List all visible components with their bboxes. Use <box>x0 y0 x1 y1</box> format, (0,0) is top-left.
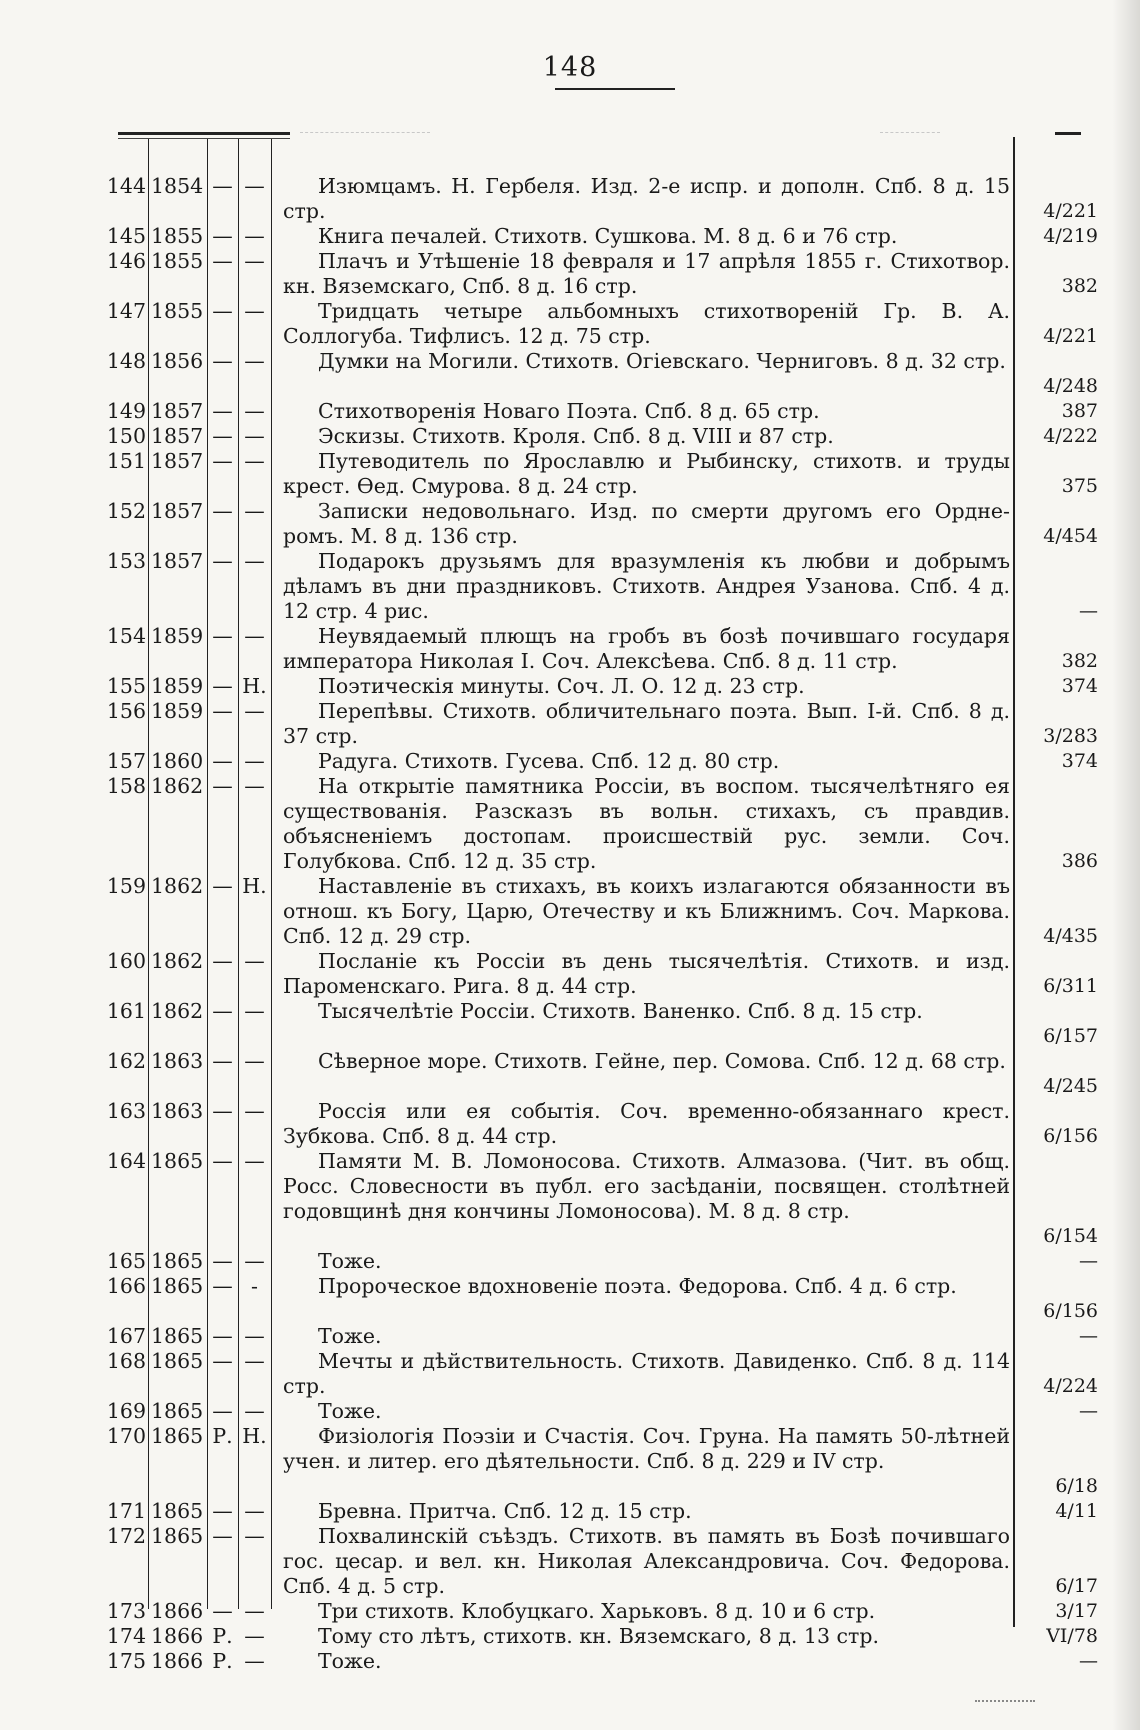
entry-mark-1: — <box>212 299 233 323</box>
entry-mark-2: - <box>251 1274 258 1298</box>
entry-text: Стихотворенія Новаго Поэта. Спб. 8 д. 65 стр. <box>318 399 820 423</box>
entry-number: 165 <box>106 1249 146 1273</box>
entry-mark-1: — <box>212 1249 233 1273</box>
entry-year: 1865 <box>151 1424 204 1448</box>
entry-text: Тому сто лѣтъ, стихотв. кн. Вяземскаго, 8 д. 13 стр. <box>318 1624 879 1648</box>
entry-number: 174 <box>106 1624 146 1648</box>
table-top-rule-faint <box>300 132 430 133</box>
entry-mark-1: — <box>212 174 233 198</box>
entry-number: 161 <box>106 999 146 1023</box>
entry-year: 1865 <box>151 1324 204 1348</box>
entry-text: Похвалинскій съѣздъ. Стихотв. въ память въ Бозѣ почившаго гос. цесар. и вел. кн. Николая Александровича. Соч. Федорова. Спб. 4 д. 5 стр. <box>283 1524 1010 1598</box>
entry-text: Тридцать четыре альбомныхъ стихотвореній Гр. В. А. Соллогуба. Тифлисъ. 12 д. 75 стр. <box>283 299 1010 348</box>
entry-reference: 6/157 <box>1043 1025 1098 1047</box>
entry-year: 1862 <box>151 874 204 898</box>
entry-year: 1857 <box>151 499 204 523</box>
entry-text: Пророческое вдохновеніе поэта. Федорова. Спб. 4 д. 6 стр. <box>318 1274 957 1298</box>
entry-mark-2: — <box>244 749 265 773</box>
entry-number: 171 <box>106 1499 146 1523</box>
entry-mark-2: Н. <box>242 874 267 898</box>
entry-reference: 374 <box>1061 750 1098 772</box>
entry-number: 168 <box>106 1349 146 1373</box>
entry-mark-2: — <box>244 249 265 273</box>
entry-mark-1: — <box>212 999 233 1023</box>
entry-reference: — <box>1079 600 1098 622</box>
table-top-rule-thin <box>118 138 290 139</box>
entry-number: 172 <box>106 1524 146 1548</box>
entry-mark-2: — <box>244 699 265 723</box>
entry-text: Тоже. <box>318 1399 382 1423</box>
entry-text: Тоже. <box>318 1324 382 1348</box>
entry-mark-2: — <box>244 449 265 473</box>
entry-reference: 4/11 <box>1055 1500 1098 1522</box>
entry-year: 1855 <box>151 224 204 248</box>
margin-tick <box>1055 132 1081 135</box>
entry-reference: 4/222 <box>1043 425 1098 447</box>
entry-year: 1857 <box>151 549 204 573</box>
entry-mark-1: — <box>212 699 233 723</box>
table-row <box>0 1424 1140 1499</box>
entry-mark-2: — <box>244 624 265 648</box>
bottom-smudge <box>975 1700 1035 1702</box>
table-row <box>0 1249 1140 1274</box>
entry-number: 156 <box>106 699 146 723</box>
entry-year: 1865 <box>151 1399 204 1423</box>
entry-year: 1866 <box>151 1624 204 1648</box>
entry-year: 1865 <box>151 1499 204 1523</box>
entry-number: 150 <box>106 424 146 448</box>
entry-text: Путеводитель по Ярославлю и Рыбинску, стихотв. и труды крест. Ѳед. Смурова. 8 д. 24 стр. <box>283 449 1010 498</box>
table-row <box>0 949 1140 999</box>
entry-number: 160 <box>106 949 146 973</box>
entry-number: 151 <box>106 449 146 473</box>
table-row <box>0 674 1140 699</box>
entry-mark-1: — <box>212 399 233 423</box>
entry-mark-1: — <box>212 499 233 523</box>
entry-number: 154 <box>106 624 146 648</box>
table-row <box>0 1599 1140 1624</box>
table-row <box>0 174 1140 224</box>
entry-number: 164 <box>106 1149 146 1173</box>
table-row <box>0 1349 1140 1399</box>
entry-reference: 3/17 <box>1055 1600 1098 1622</box>
entry-text: Физіологія Поэзіи и Счастія. Соч. Груна. На память 50-лѣтней учен. и литер. его дѣятельности. Спб. 8 д. 229 и IV стр. <box>283 1424 1010 1473</box>
entry-reference: 6/311 <box>1043 975 1098 997</box>
entry-year: 1859 <box>151 624 204 648</box>
entry-mark-2: — <box>244 1624 265 1648</box>
entry-mark-1: — <box>212 1324 233 1348</box>
entry-mark-2: — <box>244 1349 265 1373</box>
entry-reference: 374 <box>1061 675 1098 697</box>
entry-mark-2: — <box>244 1499 265 1523</box>
entry-year: 1859 <box>151 674 204 698</box>
entry-mark-1: — <box>212 1274 233 1298</box>
entry-mark-1: — <box>212 1399 233 1423</box>
entry-number: 149 <box>106 399 146 423</box>
entry-reference: — <box>1079 1325 1098 1347</box>
entry-year: 1865 <box>151 1149 204 1173</box>
entry-year: 1857 <box>151 424 204 448</box>
entry-number: 175 <box>106 1649 146 1673</box>
entry-number: 170 <box>106 1424 146 1448</box>
entry-year: 1862 <box>151 949 204 973</box>
entry-mark-2: — <box>244 499 265 523</box>
table-row <box>0 499 1140 549</box>
entry-reference: — <box>1079 1650 1098 1672</box>
entry-text: Тысячелѣтіе Россіи. Стихотв. Ваненко. Спб. 8 д. 15 стр. <box>318 999 923 1023</box>
entry-reference: 4/454 <box>1043 525 1098 547</box>
entry-mark-1: — <box>212 1049 233 1073</box>
entry-mark-1: — <box>212 1524 233 1548</box>
entry-text: Записки недовольнаго. Изд. по смерти другомъ его Ордне-ромъ. М. 8 д. 136 стр. <box>283 499 1010 548</box>
table-row <box>0 1499 1140 1524</box>
entry-mark-2: — <box>244 174 265 198</box>
entry-mark-1: — <box>212 949 233 973</box>
page-number-rule <box>555 88 675 90</box>
table-row <box>0 1624 1140 1649</box>
entry-mark-2: — <box>244 999 265 1023</box>
entry-number: 148 <box>106 349 146 373</box>
entry-number: 152 <box>106 499 146 523</box>
entry-number: 155 <box>106 674 146 698</box>
entry-text: Тоже. <box>318 1249 382 1273</box>
entry-text: Подарокъ друзьямъ для вразумленія къ любви и добрымъ дѣламъ въ дни праздниковъ. Стихотв. Андрея Узанова. Спб. 4 д. 12 стр. 4 рис. <box>283 549 1010 623</box>
entry-number: 145 <box>106 224 146 248</box>
page-number: 148 <box>542 52 598 83</box>
entry-text: Наставленіе въ стихахъ, въ коихъ излагаются обязанности въ отнош. къ Богу, Царю, Отечеству и къ Ближнимъ. Соч. Маркова. Спб. 12 д. 29 стр. <box>283 874 1010 948</box>
entry-mark-2: — <box>244 1249 265 1273</box>
entry-number: 173 <box>106 1599 146 1623</box>
table-row <box>0 1274 1140 1324</box>
entry-reference: 6/17 <box>1055 1575 1098 1597</box>
entry-text: Неувядаемый плющъ на гробъ въ бозѣ почившаго государя императора Николая I. Соч. Алексѣева. Спб. 8 д. 11 стр. <box>283 624 1010 673</box>
table-row <box>0 224 1140 249</box>
entry-number: 169 <box>106 1399 146 1423</box>
entry-mark-1: — <box>212 874 233 898</box>
entry-number: 157 <box>106 749 146 773</box>
entry-year: 1855 <box>151 299 204 323</box>
table-row <box>0 1049 1140 1099</box>
entry-number: 162 <box>106 1049 146 1073</box>
entry-number: 166 <box>106 1274 146 1298</box>
entry-text: На открытіе памятника Россіи, въ воспом. тысячелѣтняго ея существованія. Разсказъ въ вольн. стихахъ, съ правдив. объясненіемъ достопам. происшествій рус. земли. Соч. Голубкова. Спб. 12 д. 35 стр. <box>283 774 1010 873</box>
entry-mark-2: — <box>244 424 265 448</box>
entry-mark-2: — <box>244 349 265 373</box>
table-top-rule-faint <box>880 132 940 133</box>
entry-reference: — <box>1079 1250 1098 1272</box>
entry-mark-1: — <box>212 249 233 273</box>
entry-number: 147 <box>106 299 146 323</box>
entry-number: 153 <box>106 549 146 573</box>
entry-year: 1862 <box>151 999 204 1023</box>
entry-text: Сѣверное море. Стихотв. Гейне, пер. Сомова. Спб. 12 д. 68 стр. <box>318 1049 1006 1073</box>
entry-mark-2: — <box>244 399 265 423</box>
entry-mark-1: — <box>212 1349 233 1373</box>
entry-text: Книга печалей. Стихотв. Сушкова. М. 8 д. 6 и 76 стр. <box>318 224 898 248</box>
table-row <box>0 1524 1140 1599</box>
entry-reference: 4/219 <box>1043 225 1098 247</box>
entry-reference: 382 <box>1061 650 1098 672</box>
entry-reference: 6/156 <box>1043 1125 1098 1147</box>
entry-mark-2: Н. <box>242 1424 267 1448</box>
entry-text: Бревна. Притча. Спб. 12 д. 15 стр. <box>318 1499 692 1523</box>
entry-text: Три стихотв. Клобуцкаго. Харьковъ. 8 д. 10 и 6 стр. <box>318 1599 876 1623</box>
entry-mark-2: — <box>244 299 265 323</box>
entry-reference: 6/154 <box>1043 1225 1098 1247</box>
entry-reference: 4/221 <box>1043 200 1098 222</box>
entry-mark-1: — <box>212 774 233 798</box>
entry-mark-2: — <box>244 1149 265 1173</box>
entry-reference: 6/18 <box>1055 1475 1098 1497</box>
entry-mark-1: — <box>212 224 233 248</box>
entry-number: 167 <box>106 1324 146 1348</box>
entry-reference: 4/224 <box>1043 1375 1098 1397</box>
entry-number: 146 <box>106 249 146 273</box>
entry-year: 1862 <box>151 774 204 798</box>
entry-text: Радуга. Стихотв. Гусева. Спб. 12 д. 80 стр. <box>318 749 780 773</box>
entry-year: 1863 <box>151 1099 204 1123</box>
table-row <box>0 874 1140 949</box>
entry-text: Плачъ и Утѣшеніе 18 февраля и 17 апрѣля 1855 г. Стихотвор. кн. Вяземскаго, Спб. 8 д. 16 стр. <box>283 249 1010 298</box>
entry-reference: 4/245 <box>1043 1075 1098 1097</box>
table-row <box>0 424 1140 449</box>
scan-edge-shadow <box>1112 0 1140 1730</box>
entry-year: 1859 <box>151 699 204 723</box>
table-row <box>0 624 1140 674</box>
table-row <box>0 1399 1140 1424</box>
entry-year: 1866 <box>151 1599 204 1623</box>
entry-year: 1857 <box>151 399 204 423</box>
table-row <box>0 449 1140 499</box>
table-row <box>0 1099 1140 1149</box>
entry-text: Тоже. <box>318 1649 382 1673</box>
entry-mark-1: — <box>212 1599 233 1623</box>
table-row <box>0 299 1140 349</box>
entry-number: 158 <box>106 774 146 798</box>
entry-year: 1866 <box>151 1649 204 1673</box>
entry-mark-2: — <box>244 1649 265 1673</box>
entry-text: Думки на Могили. Стихотв. Огіевскаго. Черниговъ. 8 д. 32 стр. <box>318 349 1006 373</box>
entry-mark-1: — <box>212 624 233 648</box>
entry-mark-2: — <box>244 1099 265 1123</box>
entry-text: Изюмцамъ. Н. Гербеля. Изд. 2-е испр. и дополн. Спб. 8 д. 15 стр. <box>283 174 1010 223</box>
entry-year: 1857 <box>151 449 204 473</box>
entry-text: Эскизы. Стихотв. Кроля. Спб. 8 д. VIII и 87 стр. <box>318 424 834 448</box>
entry-reference: 386 <box>1061 850 1098 872</box>
entry-year: 1865 <box>151 1274 204 1298</box>
entry-number: 159 <box>106 874 146 898</box>
entry-reference: 4/248 <box>1043 375 1098 397</box>
entry-mark-1: — <box>212 549 233 573</box>
entry-mark-1: — <box>212 1099 233 1123</box>
entry-mark-1: Р. <box>212 1624 233 1648</box>
table-row <box>0 699 1140 749</box>
entry-year: 1865 <box>151 1349 204 1373</box>
entry-mark-2: — <box>244 1524 265 1548</box>
entry-text: Мечты и дѣйствительность. Стихотв. Давиденко. Спб. 8 д. 114 стр. <box>283 1349 1010 1398</box>
entry-mark-2: — <box>244 774 265 798</box>
table-top-rule <box>118 132 290 135</box>
table-row <box>0 1149 1140 1249</box>
entry-text: Россія или ея событія. Соч. временно-обязаннаго крест. Зубкова. Спб. 8 д. 44 стр. <box>283 1099 1010 1148</box>
entry-year: 1856 <box>151 349 204 373</box>
entry-reference: 4/435 <box>1043 925 1098 947</box>
entry-year: 1865 <box>151 1249 204 1273</box>
entry-year: 1855 <box>151 249 204 273</box>
table-row <box>0 399 1140 424</box>
table-row <box>0 999 1140 1049</box>
table-row <box>0 749 1140 774</box>
entry-year: 1854 <box>151 174 204 198</box>
table-row <box>0 549 1140 624</box>
entry-mark-2: — <box>244 1399 265 1423</box>
entry-text: Памяти М. В. Ломоносова. Стихотв. Алмазова. (Чит. въ общ. Росс. Словесности въ публ. его засѣданіи, посвящен. столѣтней годовщинѣ дня кончины Ломоносова). М. 8 д. 8 стр. <box>283 1149 1010 1223</box>
table-row <box>0 1649 1140 1674</box>
entry-mark-2: — <box>244 1049 265 1073</box>
entry-number: 144 <box>106 174 146 198</box>
entry-mark-2: — <box>244 949 265 973</box>
table-row <box>0 249 1140 299</box>
table-row <box>0 349 1140 399</box>
entry-mark-1: — <box>212 674 233 698</box>
entry-mark-2: Н. <box>242 674 267 698</box>
entry-reference: 4/221 <box>1043 325 1098 347</box>
entry-mark-2: — <box>244 1324 265 1348</box>
entry-year: 1863 <box>151 1049 204 1073</box>
entry-reference: 6/156 <box>1043 1300 1098 1322</box>
entry-mark-1: — <box>212 449 233 473</box>
entry-mark-2: — <box>244 549 265 573</box>
table-row <box>0 774 1140 874</box>
entry-text: Посланіе къ Россіи въ день тысячелѣтія. Стихотв. и изд. Пароменскаго. Рига. 8 д. 44 стр. <box>283 949 1010 998</box>
entry-reference: — <box>1079 1400 1098 1422</box>
entry-reference: 3/283 <box>1043 725 1098 747</box>
entry-mark-1: — <box>212 749 233 773</box>
entry-mark-1: Р. <box>212 1649 233 1673</box>
entry-year: 1865 <box>151 1524 204 1548</box>
entry-mark-2: — <box>244 1599 265 1623</box>
entry-reference: 375 <box>1061 475 1098 497</box>
entry-text: Перепѣвы. Стихотв. обличительнаго поэта. Вып. I-й. Спб. 8 д. 37 стр. <box>283 699 1010 748</box>
entry-reference: 382 <box>1061 275 1098 297</box>
entry-mark-1: — <box>212 1499 233 1523</box>
entry-reference: VI/78 <box>1046 1625 1098 1647</box>
entry-text: Поэтическія минуты. Соч. Л. О. 12 д. 23 стр. <box>318 674 805 698</box>
entry-mark-1: — <box>212 1149 233 1173</box>
entry-mark-1: — <box>212 424 233 448</box>
entry-mark-1: Р. <box>212 1424 233 1448</box>
entry-mark-2: — <box>244 224 265 248</box>
entry-number: 163 <box>106 1099 146 1123</box>
entry-year: 1860 <box>151 749 204 773</box>
table-row <box>0 1324 1140 1349</box>
entry-mark-1: — <box>212 349 233 373</box>
entry-reference: 387 <box>1061 400 1098 422</box>
